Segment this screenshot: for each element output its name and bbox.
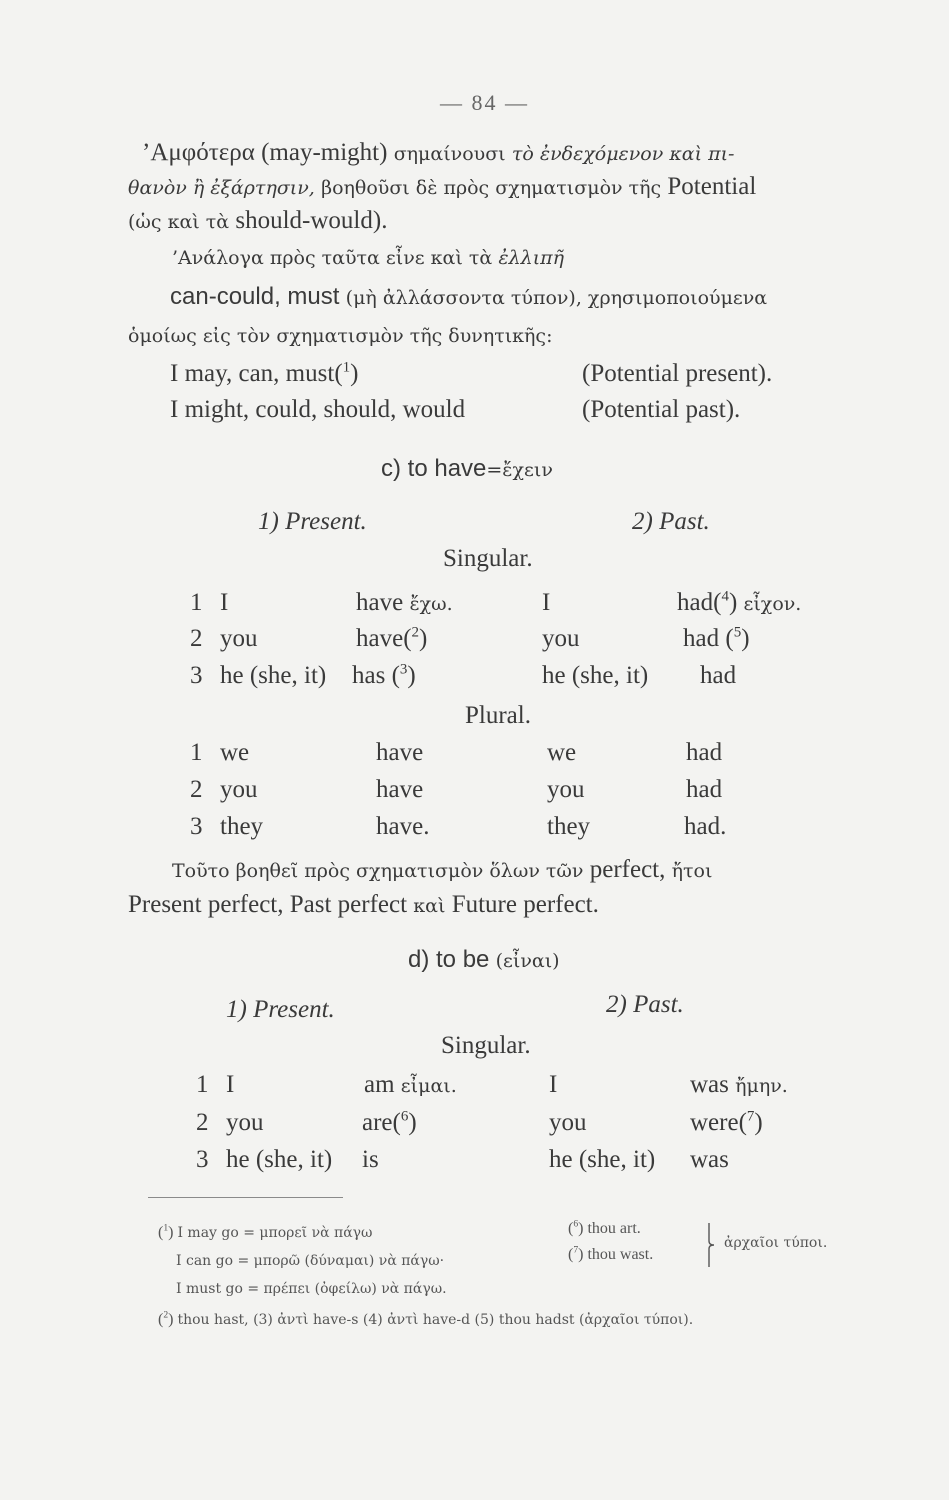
- section-d-title-latin: d) to be: [408, 946, 490, 973]
- modal-2-right: (Potential past).: [582, 396, 741, 423]
- modal-2-left: I might, could, should, would: [170, 396, 466, 423]
- intro-l4a: ’Ανάλογα πρὸς ταῦτα εἶνε καὶ τὰ: [172, 247, 493, 269]
- d-s1-pron: I: [226, 1071, 235, 1098]
- intro-l3a: (ὡς καὶ τὰ: [128, 211, 230, 233]
- intro-l5b: (μὴ ἀλλάσσοντα τύπον), χρησιμοποιούμενα: [345, 287, 768, 309]
- intro-line-5: [170, 280, 767, 315]
- c-s3-vmark: 3: [399, 661, 408, 678]
- section-c-title-greek: =ἔχειν: [486, 459, 553, 481]
- c-s3-num: 3: [190, 662, 203, 689]
- d-s2-ppron: you: [549, 1109, 587, 1136]
- d-s1-pverb: [690, 1071, 788, 1099]
- fn-1-l1: I may go = μπορεῖ νὰ πάγω: [177, 1225, 373, 1241]
- c-p3-verb: have.: [376, 813, 430, 840]
- c-p3-pverb: had.: [684, 813, 727, 840]
- c-note-1b: perfect,: [589, 856, 666, 883]
- intro-l3b: should-would).: [235, 207, 388, 234]
- section-c-title: [381, 455, 553, 483]
- c-p1-pron: we: [220, 739, 250, 766]
- intro-line-6: [128, 318, 552, 353]
- c-s1-num: 1: [190, 589, 203, 616]
- d-s3-pron: he (she, it): [226, 1146, 333, 1173]
- intro-l4b: ἐλλιπῆ: [498, 247, 565, 269]
- c-s2-pmark: 5: [733, 624, 742, 641]
- fn-1-l2: I can go = μπορῶ (δύναμαι) νὰ πάγω·: [176, 1253, 445, 1269]
- footnote-rule: [148, 1197, 343, 1198]
- c-p2-pverb: had: [686, 776, 723, 803]
- c-note-line-2: [128, 888, 599, 923]
- intro-l1a: ’Αμφότερα (may-might): [142, 139, 388, 166]
- d-s3-verb: is: [362, 1146, 379, 1173]
- c-p2-num: 2: [190, 776, 203, 803]
- fn-1-mark: 1: [163, 1222, 169, 1234]
- section-d-title: [408, 946, 560, 974]
- footnote-6: ($^6$) thou art.: [568, 1218, 641, 1237]
- c-s2-ppron: you: [542, 625, 580, 652]
- c-s2-verb: have($^2$): [356, 624, 428, 652]
- d-s2-verb-text: are: [362, 1109, 393, 1136]
- section-d-singular: Singular.: [441, 1032, 531, 1059]
- d-s1-num: 1: [196, 1071, 209, 1098]
- d-s3-pverb: was: [690, 1146, 729, 1173]
- d-s2-pron: you: [226, 1109, 264, 1136]
- c-note-1c: ἤτοι: [671, 860, 713, 882]
- modal-1-right: (Potential present).: [582, 360, 773, 387]
- footnote-1-line-1: ($^1$) I may go = μπορεῖ νὰ πάγω: [158, 1222, 373, 1241]
- c-s2-pverb-text: had: [683, 625, 720, 652]
- c-p3-ppron: they: [547, 813, 591, 840]
- c-note-2a: Present perfect, Past perfect: [128, 891, 408, 918]
- section-d-present: 1) Present.: [226, 996, 335, 1023]
- c-p3-num: 3: [190, 813, 203, 840]
- c-s2-verb-text: have: [356, 625, 404, 652]
- d-s1-greek: εἶμαι.: [400, 1075, 457, 1097]
- section-c-past: 2) Past.: [632, 508, 710, 535]
- c-p2-ppron: you: [547, 776, 585, 803]
- c-p3-pron: they: [220, 813, 264, 840]
- c-s2-pron: you: [220, 625, 258, 652]
- section-c-present: 1) Present.: [258, 508, 367, 535]
- fn-archaic-text: ἀρχαῖοι τύποι.: [724, 1235, 828, 1251]
- c-s2-vmark: 2: [411, 624, 420, 641]
- d-s3-num: 3: [196, 1146, 209, 1173]
- c-s3-ppron: he (she, it): [542, 662, 649, 689]
- c-s3-pverb: had: [700, 662, 737, 689]
- c-note-line-1: [172, 853, 712, 888]
- c-note-2b: καὶ: [413, 895, 446, 917]
- brace-icon: [706, 1221, 720, 1269]
- c-s3-verb: has ($^3$): [352, 661, 416, 689]
- section-c-singular: Singular.: [443, 545, 533, 572]
- c-p1-verb: have: [376, 739, 424, 766]
- intro-l1c: τὸ ἐνδεχόμενον καὶ πι-: [511, 143, 735, 165]
- d-s2-pmark: 7: [746, 1108, 755, 1125]
- modal-1-left: I may, can, must: [170, 360, 335, 387]
- c-p1-ppron: we: [547, 739, 577, 766]
- fn-7-text: thou wast.: [587, 1246, 654, 1263]
- c-s1-pron: I: [220, 589, 229, 616]
- intro-line-2: [128, 170, 756, 205]
- d-s3-ppron: he (she, it): [549, 1146, 656, 1173]
- c-s1-greek: ἔχω.: [409, 593, 453, 615]
- c-note-2c: Future perfect.: [451, 891, 599, 918]
- section-c-title-latin: c) to have: [381, 455, 487, 482]
- c-note-1a: Τοῦτο βοηθεῖ πρὸς σχηματισμὸν ὅλων τῶν: [172, 860, 584, 882]
- intro-l6: ὁμοίως εἰς τὸν σχηματισμὸν τῆς δυνητικῆς:: [128, 325, 553, 347]
- d-s2-vmark: 6: [400, 1108, 409, 1125]
- modal-line-1: I may, can, must($^1$): [170, 359, 359, 387]
- footnote-7: ($^7$) thou wast.: [568, 1244, 654, 1263]
- fn-6-mark: 6: [573, 1218, 579, 1230]
- c-s1-pgreek: εἶχον.: [743, 593, 802, 615]
- modal-1-mark: 1: [342, 359, 351, 376]
- d-s1-pverb-text: was: [690, 1071, 729, 1098]
- c-p1-pverb: had: [686, 739, 723, 766]
- intro-l5a: can-could, must: [170, 283, 340, 310]
- d-s2-pverb-text: were: [690, 1109, 739, 1136]
- footnote-archaic: [724, 1234, 827, 1252]
- intro-l2a: θανὸν ἢ ἐξάρτησιν,: [128, 177, 315, 199]
- d-s2-num: 2: [196, 1109, 209, 1136]
- intro-line-3: [128, 204, 387, 239]
- c-s1-pverb-text: had: [677, 589, 714, 616]
- fn-1-l3: I must go = πρέπει (ὀφείλω) νὰ πάγω.: [176, 1281, 447, 1297]
- section-d-past: 2) Past.: [606, 991, 684, 1018]
- d-s1-verb: [364, 1071, 457, 1099]
- d-s1-ppron: I: [549, 1071, 558, 1098]
- fn-2-mark: 2: [163, 1309, 169, 1321]
- c-s3-pron: he (she, it): [220, 662, 327, 689]
- fn-6-text: thou art.: [587, 1220, 641, 1237]
- intro-l2c: Potential: [667, 173, 757, 200]
- intro-line-1: [142, 136, 734, 171]
- footnote-1-line-2: [176, 1252, 444, 1270]
- intro-l1b: σημαίνουσι: [393, 143, 506, 165]
- c-p2-pron: you: [220, 776, 258, 803]
- d-s2-verb: are($^6$): [362, 1108, 417, 1136]
- section-d-title-greek: (εἶναι): [495, 950, 560, 972]
- d-s2-pverb: were($^7$): [690, 1108, 763, 1136]
- c-s2-num: 2: [190, 625, 203, 652]
- intro-line-4: [172, 240, 564, 275]
- c-s1-pmark: 4: [721, 588, 729, 605]
- footnote-2: ($^2$) thou hast, (3) ἀντὶ have-s (4) ἀντὶ have-d (5) thou hadst (ἀρχαῖοι τύποι).: [158, 1309, 694, 1328]
- c-s1-ppron: I: [542, 589, 551, 616]
- c-p1-num: 1: [190, 739, 203, 766]
- fn-2-text: thou hast, (3) ἀντὶ have-s (4) ἀντὶ have-d (5) thou hadst (ἀρχαῖοι τύποι).: [177, 1312, 694, 1328]
- d-s1-verb-text: am: [364, 1071, 395, 1098]
- c-s2-pverb: had ($^5$): [683, 624, 750, 652]
- c-p2-verb: have: [376, 776, 424, 803]
- fn-7-mark: 7: [573, 1244, 579, 1256]
- page-number: — 84 —: [440, 90, 529, 115]
- c-s1-pverb: had($^4$) εἶχον.: [677, 588, 802, 616]
- c-s3-verb-text: has: [352, 662, 386, 689]
- c-s1-verb-text: have: [356, 589, 404, 616]
- section-c-plural: Plural.: [465, 702, 531, 729]
- footnote-1-line-3: [176, 1280, 447, 1298]
- c-s1-verb: [356, 589, 453, 617]
- intro-l2b: βοηθοῦσι δὲ πρὸς σχηματισμὸν τῆς: [321, 177, 662, 199]
- d-s1-pgreek: ἤμην.: [735, 1075, 788, 1097]
